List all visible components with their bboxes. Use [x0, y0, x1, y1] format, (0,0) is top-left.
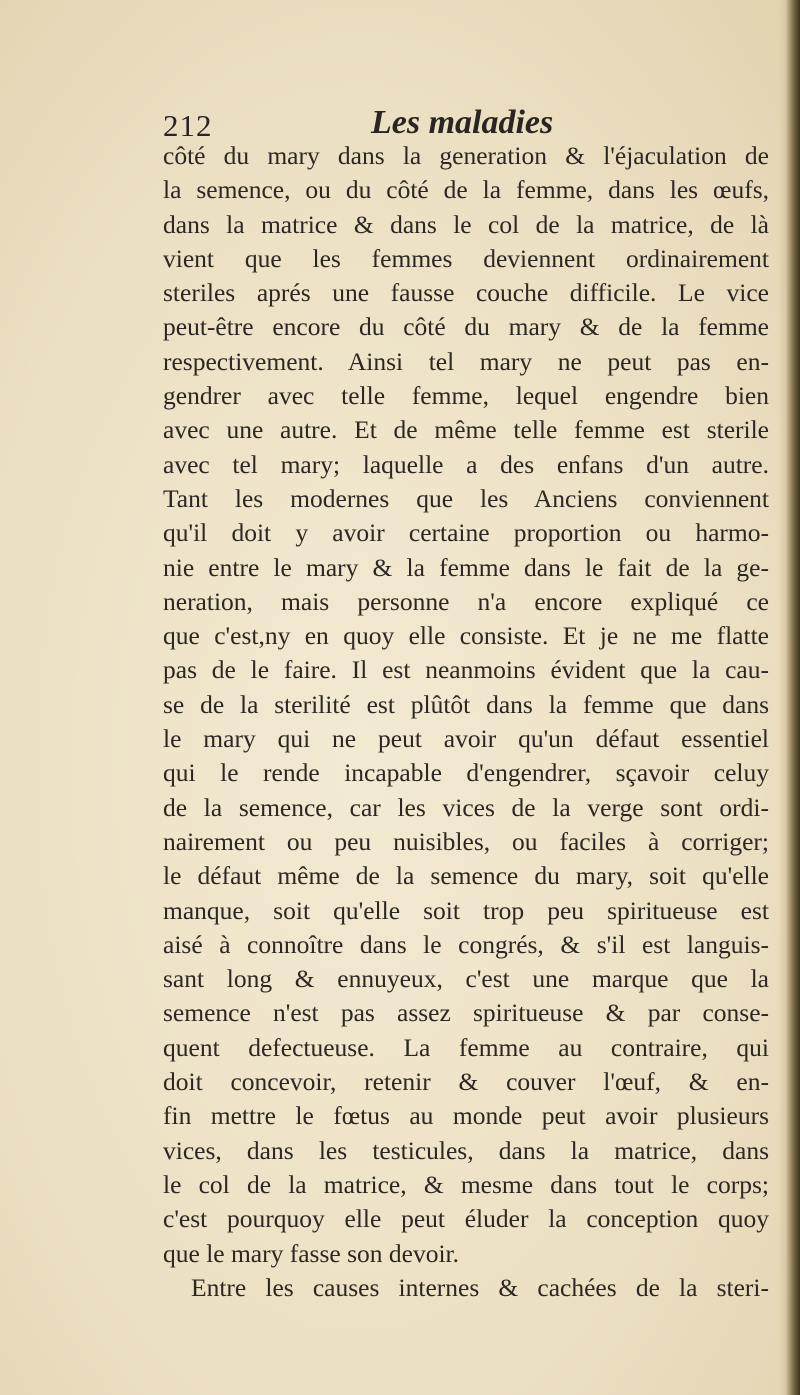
text-line: de la semence, car les vices de la verge sont ordi- — [163, 792, 769, 822]
text-line: c'est pourquoy elle peut éluder la conception quoy — [163, 1204, 769, 1234]
text-line: quent defectueuse. La femme au contraire, qui — [163, 1032, 769, 1062]
text-line: Tant les modernes que les Anciens conviennent — [163, 483, 769, 513]
text-line: le défaut même de la semence du mary, soit qu'elle — [163, 861, 769, 891]
page-number: 212 — [163, 108, 213, 143]
text-line: qui le rende incapable d'engendrer, sçavoir celuy — [163, 758, 769, 788]
paragraph-start-line: Entre les causes internes & cachées de la steri- — [191, 1272, 769, 1302]
text-line: côté du mary dans la generation & l'éjaculation de — [163, 141, 769, 170]
text-line: avec tel mary; laquelle a des enfans d'un autre. — [163, 449, 769, 479]
text-line: qu'il doit y avoir certaine proportion ou harmo- — [163, 518, 769, 548]
text-line: peut-être encore du côté du mary & de la femme — [163, 312, 769, 342]
text-line: pas de le faire. Il est neanmoins évident que la cau- — [163, 655, 769, 685]
text-line: aisé à connoître dans le congrés, & s'il est languis- — [163, 929, 769, 959]
text-line: la semence, ou du côté de la femme, dans les œufs, — [163, 175, 769, 205]
text-line: vices, dans les testicules, dans la matrice, dans — [163, 1135, 769, 1165]
body-text — [163, 139, 769, 1305]
text-line: gendrer avec telle femme, lequel engendre bien — [163, 381, 769, 411]
text-line: semence n'est pas assez spiritueuse & par conse- — [163, 998, 769, 1028]
page-edge-shadow — [778, 0, 800, 1395]
text-line: que le mary fasse son devoir. — [163, 1238, 460, 1268]
running-head — [163, 100, 763, 144]
text-line: steriles aprés une fausse couche difficile. Le vice — [163, 278, 769, 308]
text-line: vient que les femmes deviennent ordinairement — [163, 243, 769, 273]
text-line: sant long & ennuyeux, c'est une marque que la — [163, 964, 769, 994]
text-line: nairement ou peu nuisibles, ou faciles à corriger; — [163, 826, 769, 856]
text-line: dans la matrice & dans le col de la matrice, de là — [163, 209, 769, 239]
text-line: nie entre le mary & la femme dans le fait de la ge- — [163, 552, 769, 582]
text-line: avec une autre. Et de même telle femme est sterile — [163, 415, 769, 445]
text-line: se de la sterilité est plûtôt dans la femme que dans — [163, 689, 769, 719]
text-line: fin mettre le fœtus au monde peut avoir plusieurs — [163, 1101, 769, 1131]
text-line: doit concevoir, retenir & couver l'œuf, & en- — [163, 1067, 769, 1097]
text-line: manque, soit qu'elle soit trop peu spiritueuse est — [163, 895, 769, 925]
text-line: que c'est,ny en quoy elle consiste. Et je ne me flatte — [163, 621, 769, 651]
running-title: Les maladies — [371, 104, 554, 141]
text-line: le mary qui ne peut avoir qu'un défaut essentiel — [163, 724, 769, 754]
text-line: respectivement. Ainsi tel mary ne peut pas en- — [163, 346, 769, 376]
text-line: le col de la matrice, & mesme dans tout le corps; — [163, 1169, 769, 1199]
text-line: neration, mais personne n'a encore expliqué ce — [163, 586, 769, 616]
